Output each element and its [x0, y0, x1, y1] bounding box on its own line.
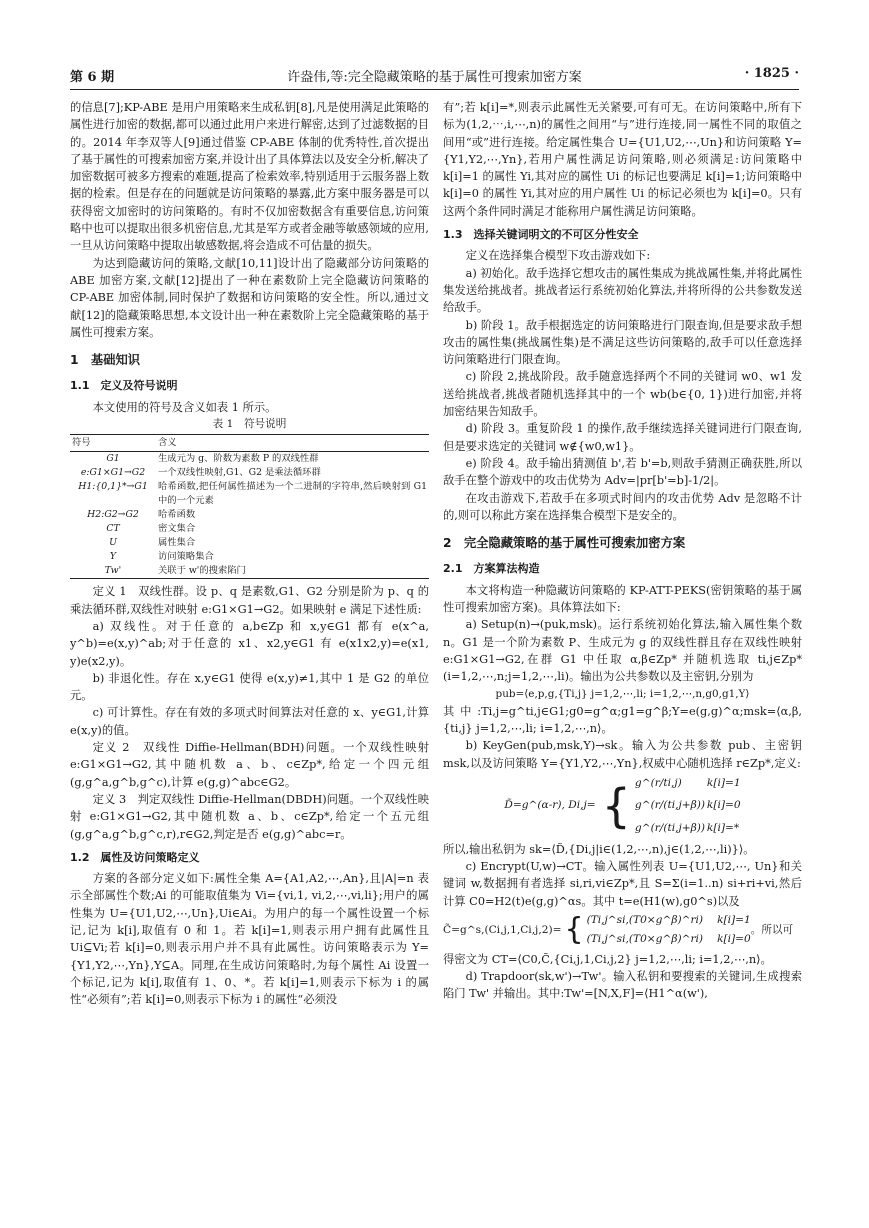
equation-lhs: D̃=g^(α-r), Di,j=: [504, 799, 596, 812]
case-row: [635, 797, 741, 814]
table-cell: 属性集合: [158, 537, 196, 549]
table-cell: e:G1×G1→G2: [80, 467, 146, 479]
table-cell: Tw': [70, 564, 156, 579]
table-cell: H1:{0,1}*→G1: [78, 481, 148, 493]
case-cond: k[i]=*: [706, 821, 740, 834]
equation-keygen: [443, 775, 802, 837]
subsection-heading: 2.1 方案算法构造: [443, 562, 540, 576]
case-row: [635, 820, 741, 837]
paragraph: 为达到隐藏访问的策略,文献[10,11]设计出了隐藏部分访问策略的 ABE 加密方案,文献[12]提出了一种在素数阶上完全隐藏访问策略的 CP-ABE 加密体制,同时保护了数据和访问策略的安全性。所以,通过文献[12]的隐藏策略思想,本文设计出一种在素数阶上完全隐藏策略的基于属性可搜索方案。: [70, 256, 429, 339]
paragraph: 所以,输出私钥为 sk=⟨D̃,{Di,j|i∈(1,2,⋯,n),j∈(1,2,⋯,li)}⟩。: [443, 842, 755, 856]
running-title: 许盎伟,等:完全隐藏策略的基于属性可搜索加密方案: [287, 70, 582, 85]
left-column: [70, 99, 429, 1008]
case-expr: g^(r/(ti,j+β)): [634, 821, 706, 834]
table-cell: 一个双线性映射,G1、G2 是乘法循环群: [158, 467, 321, 479]
paragraph: 在攻击游戏下,若敌手在多项式时间内的攻击优势 Adv 是忽略不计的,则可以称此方案在选择集合模型下是安全的。: [443, 491, 802, 522]
page-number: · 1825 ·: [744, 66, 799, 81]
paragraph: 的信息[7];KP-ABE 是用户用策略来生成私钥[8],凡是使用满足此策略的属性进行加密的数据,都可以通过此用户来进行解密,达到了过滤数据的目的。2014 年李双等人[9]通过借鉴 CP-ABE 体制的优秀特性,首次提出了基于属性的可搜索加密方案,并设计出了具体算法以及安全分析,解决了加密数据可被多方搜索的难题,提高了检索效率,特别适用于云服务器上数据的检索。但是存在的问题就是访问策略的暴露,此方案中服务器是可以获得密文加密时的访问策略的。有时不仅加密数据含有重要信息,访问策略中也可以提取出很多机密信息,尤其是军方或者金融等敏感领域的应用,一旦从访问策略中提取出敏感数据,将会造成不可估量的损失。: [70, 101, 429, 253]
header-rule: [70, 89, 799, 90]
definition: 定义 1 双线性群。设 p、q 是素数,G1、G2 分别是阶为 p、q 的乘法循环群,双线性对映射 e:G1×G1→G2。如果映射 e 满足下述性质:: [70, 585, 429, 616]
case-rows: [587, 912, 751, 949]
table-row: [70, 536, 429, 550]
case-expr: (Ti,j^si,(T0×g^β)^ri): [586, 933, 704, 946]
case-expr: (Ti,j^si,(T0×g^β)^ri): [586, 914, 704, 927]
table-cell: Y: [109, 551, 117, 563]
paragraph: c) 阶段 2,挑战阶段。敌手随意选择两个不同的关键词 w0、w1 发送给挑战者,挑战者随机选择其中的一个 wb(b∈{0, 1})进行加密,并将加密结果告知敌手。: [443, 370, 802, 419]
paragraph: a) 双线性。对于任意的 a,b∈Zp 和 x,y∈G1 都有 e(x^a, y^b)=e(x,y)^ab;对于任意的 x1、x2,y∈G1 有 e(x1x2,y)=e(x1, y)e(x2,y)。: [70, 619, 429, 668]
paragraph: c) Encrypt(U,w)→CT。输入属性列表 U={U1,U2,⋯, Un}和关键词 w,数据拥有者选择 si,ri,vi∈Zp*,且 S=Σ(i=1..n) si+ri+vi,然后计算 C0=H2(t)e(g,g)^αs。其中 t=e(H1(w),g0^s)以及: [443, 860, 802, 908]
brace: {: [564, 912, 584, 948]
table-caption: 表 1 符号说明: [212, 418, 287, 431]
table-cell: U: [109, 537, 117, 549]
paragraph: 本文将构造一种隐藏访问策略的 KP-ATT-PEKS(密钥策略的基于属性可搜索加密方案)。具体算法如下:: [443, 583, 802, 615]
subsection-heading: 1.3 选择关键词明文的不可区分性安全: [443, 228, 639, 242]
symbol-table: [70, 434, 429, 579]
running-header: [70, 66, 799, 86]
table-header: 符号: [70, 435, 156, 452]
table-cell: 生成元为 g、阶数为素数 P 的双线性群: [158, 453, 319, 465]
equation-tail: 。所以可: [750, 923, 794, 936]
paragraph: 其中:Ti,j=g^ti,j∈G1;g0=g^α;g1=g^β;Y=e(g,g)^α;msk=⟨α,β, {ti,j} j=1,2,⋯,li; i=1,2,⋯,n⟩。: [443, 704, 802, 736]
table-cell: 密文集合: [158, 523, 196, 535]
issue-number: 第 6 期: [70, 70, 115, 85]
paragraph: 方案的各部分定义如下:属性全集 A={A1,A2,⋯,An},且|A|=n 表示全部属性个数;Ai 的可能取值集为 Vi={vi,1, vi,2,⋯,vi,li};用户的属性集为 U={U1,U2,⋯,Un},Ui∈Ai。为用户的每一个属性设置一个标记,记为 k[i],取值有 0 和 1。若 k[i]=1,则表示用户拥有此属性且 Ui⊆Vi;若 k[i]=0,则表示用户并不具有此属性。访问策略表示为 Y={Y1,Y2,⋯,Yn},Y⊆A。同理,在生成访问策略时,为每个属性 Ai 设置一个标记,记为 k[i],取值有 1、0、*。若 k[i]=1,则表示下标为 i 的属性“必须有”;若 k[i]=0,则表示下标为 i 的属性“必须没: [70, 872, 429, 1007]
case-row: [587, 912, 751, 929]
table-row: [70, 550, 429, 564]
section-heading: 1 基础知识: [70, 353, 141, 368]
paragraph: c) 可计算性。存在有效的多项式时间算法对任意的 x、y∈G1,计算 e(x,y)的值。: [70, 706, 429, 737]
subsection-heading: 1.1 定义及符号说明: [70, 379, 178, 393]
paragraph: a) Setup(n)→(puk,msk)。运行系统初始化算法,输入属性集个数 n。G1 是一个阶为素数 P、生成元为 g 的双线性群且存在双线性映射 e:G1×G1→G2,在群 G1 中任取 α,β∈Zp* 并随机选取 ti,j∈Zp*(i=1,2,⋯,n;j=1,2,⋯,li)。输出为公共参数以及主密钥,分别为: [443, 618, 802, 684]
table-cell: 哈希函数: [158, 509, 196, 521]
table-row: [70, 452, 429, 467]
paragraph: d) 阶段 3。重复阶段 1 的操作,敌手继续选择关键词进行门限查询,但是要求选定的关键词 w∉{w0,w1}。: [443, 422, 802, 453]
paragraph: b) 非退化性。存在 x,y∈G1 使得 e(x,y)≠1,其中 1 是 G2 的单位元。: [70, 671, 429, 703]
table-cell: G1: [106, 453, 120, 465]
case-row: [635, 775, 741, 792]
paragraph: 本文使用的符号及含义如表 1 所示。: [92, 400, 277, 414]
case-expr: g^(r/ti,j): [634, 776, 682, 789]
brace: {: [601, 778, 631, 833]
case-cond: k[i]=1: [717, 914, 751, 927]
subsection-heading: 1.2 属性及访问策略定义: [70, 850, 200, 864]
table-cell: 访问策略集合: [158, 551, 214, 563]
paragraph: 得密文为 CT=⟨C0,C̃,{Ci,j,1,Ci,j,2} j=1,2,⋯,li; i=1,2,⋯,n⟩。: [443, 952, 772, 966]
table-row: [70, 466, 429, 480]
paragraph: d) Trapdoor(sk,w')→Tw'。输入私钥和要搜索的关键词,生成搜索陷门 Tw' 并输出。其中:Tw'=[N,X,F]=⟨H1^α(w'),: [443, 969, 802, 1001]
table-row: [70, 522, 429, 536]
equation-pub: pub=⟨e,p,g,{Ti,j} j=1,2,⋯,li; i=1,2,⋯,n,g0,g1,Y⟩: [495, 687, 750, 700]
table-cell: H2:G2→G2: [87, 509, 139, 521]
case-row: [587, 931, 751, 948]
definition: 定义 2 双线性 Diffie-Hellman(BDH)问题。一个双线性映射 e:G1×G1→G2,其中随机数 a、b、c∈Zp*,给定一个四元组(g,g^a,g^b,g^c),计算 e(g,g)^abc∈G2。: [70, 741, 429, 789]
table-header: 含义: [156, 435, 429, 452]
right-column: [443, 99, 802, 1003]
definition: 定义 3 判定双线性 Diffie-Hellman(DBDH)问题。一个双线性映射 e:G1×G1→G2,其中随机数 a、b、c∈Zp*,给定一个五元组(g,g^a,g^b,g^c,r),r∈G2,判定是否 e(g,g)^abc=r。: [70, 792, 429, 841]
section-heading: 2 完全隐藏策略的基于属性可搜索加密方案: [443, 536, 686, 551]
table-cell: 哈希函数,把任何属性描述为一个二进制的字符串,然后映射到 G1 中的一个元素: [158, 481, 427, 507]
case-cond: k[i]=1: [706, 776, 741, 789]
paragraph: 定义在选择集合模型下攻击游戏如下:: [465, 249, 651, 263]
table-row: [70, 508, 429, 522]
equation-lhs: C̃=g^s,(Ci,j,1,Ci,j,2)=: [443, 923, 562, 936]
table-row: [70, 480, 429, 508]
paragraph: e) 阶段 4。敌手输出猜测值 b',若 b'=b,则敌手猜测正确获胜,所以敌手在整个游戏中的攻击优势为 Adv=|pr[b'=b]-1/2|。: [443, 456, 802, 488]
paragraph: a) 初始化。敌手选择它想攻击的属性集成为挑战属性集,并将此属性集发送给挑战者。挑战者运行系统初始化算法,并将所得的公共参数发送给敌手。: [443, 266, 802, 315]
paragraph: b) 阶段 1。敌手根据选定的访问策略进行门限查询,但是要求敌手想攻击的属性集(挑战属性集)是不满足这些访问策略的,敌手可以任意选择访问策略进行门限查询。: [443, 318, 802, 367]
case-cond: k[i]=0: [706, 799, 741, 812]
paragraph: b) KeyGen(pub,msk,Y)→sk。输入为公共参数 pub、主密钥 msk,以及访问策略 Y={Y1,Y2,⋯,Yn},权威中心随机选择 r∈Zp*,定义:: [443, 739, 802, 770]
table-cell: 关联于 w'的搜索陷门: [156, 564, 429, 579]
paragraph: 有”;若 k[i]=*,则表示此属性无关紧要,可有可无。在访问策略中,所有下标为(1,2,⋯,i,⋯,n)的属性之间用“与”进行连接,同一属性不同的取值之间用“或”进行连接。给定属性集合 U={U1,U2,⋯,Un}和访问策略 Y={Y1,Y2,⋯,Yn},若用户属性满足访问策略,则必须满足:访问策略中 k[i]=1 的属性 Yi,其对应的属性 Ui 的标记也要满足 k[i]=1;访问策略中 k[i]=0 的属性 Yi,其对应的用户属性 Ui 的标记必须也为 k[i]=0。只有这两个条件同时满足才能称用户属性满足访问策略。: [443, 101, 802, 218]
equation-encrypt: [443, 912, 802, 949]
case-expr: g^(r/(ti,j+β)): [634, 799, 706, 812]
case-cond: k[i]=0: [717, 933, 751, 946]
table-row: [70, 564, 429, 579]
table-cell: CT: [106, 523, 120, 535]
case-rows: [635, 775, 741, 837]
